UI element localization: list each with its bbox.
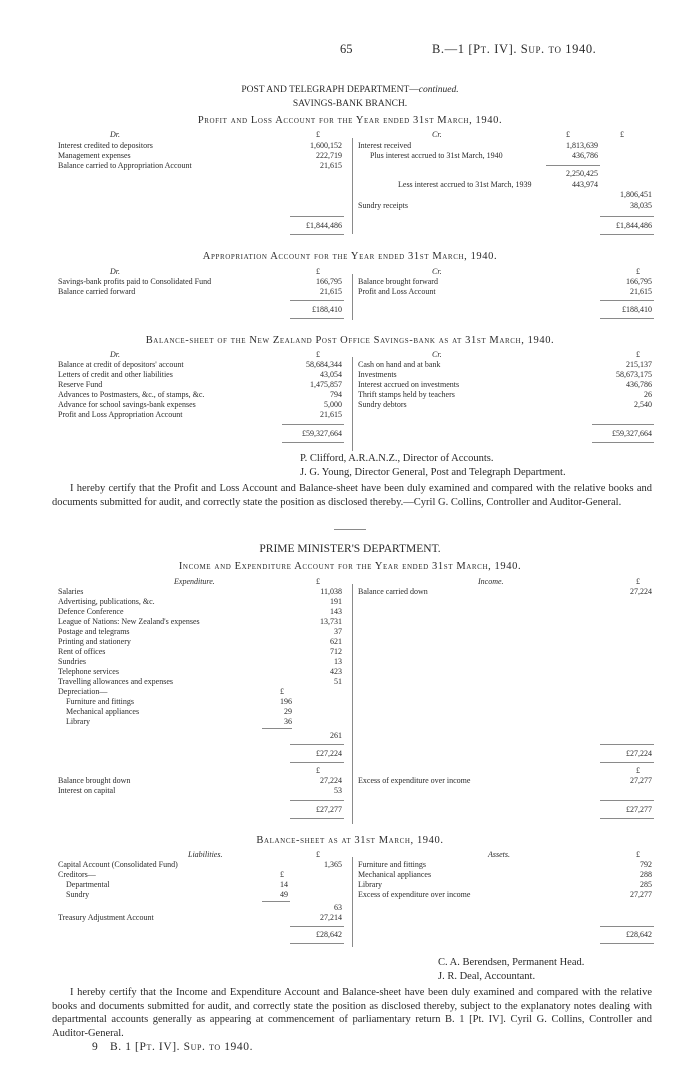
bs2-cred-amount: 49 [280, 890, 288, 899]
ie-item-amount: 13,731 [320, 617, 342, 626]
appr-rule [600, 318, 654, 319]
pl-left-amount: 21,615 [320, 161, 342, 170]
bs1-title: Balance-sheet of the New Zealand Post Office Savings-bank as at 31st March, 1940. [145, 335, 555, 346]
bs2-treasury-label: Treasury Adjustment Account [58, 913, 154, 922]
bs2-liab-head: Liabilities. [188, 850, 223, 859]
bs1-rule [592, 442, 654, 443]
pl-left-amount: 1,600,152 [310, 141, 342, 150]
ie-income-label: Balance carried down [358, 587, 428, 596]
bs2-cred-label: Sundry [66, 890, 90, 899]
pl-rule [600, 234, 654, 235]
pl-left-label: Interest credited to depositors [58, 141, 153, 150]
bs2-left-total: £28,642 [316, 930, 342, 939]
ie-rule [600, 762, 654, 763]
appr-right-label: Profit and Loss Account [358, 287, 436, 296]
appr-rule [290, 318, 344, 319]
ie-total-left-1: £27,224 [316, 749, 342, 758]
pl-net: 1,806,451 [620, 190, 652, 199]
audit-certificate-1-text: I hereby certify that the Profit and Loss Account and Balance-sheet have been duly examined and compared with the relative books and documents submitted for audit, and correctly state the position as disclosed thereby.—Cyril G. Collins, Controller and Auditor-General. [52, 483, 652, 508]
ie-dep-amount: 29 [284, 707, 292, 716]
running-title: B.—1 [Pt. IV]. Sup. to 1940. [432, 42, 597, 56]
appr-left-total: £188,410 [312, 305, 342, 314]
pl-pound-left: £ [316, 130, 320, 139]
bs2-asset-amount: 792 [640, 860, 652, 869]
bs1-right-amount: 58,673,175 [616, 370, 652, 379]
bs1-left-label: Advances to Postmasters, &c., of stamps, &c. [58, 390, 205, 399]
ie-excess-label: Excess of expenditure over income [358, 776, 471, 785]
bs2-asset-label: Furniture and fittings [358, 860, 426, 869]
pl-rule [600, 216, 654, 217]
bs1-left-amount: 58,684,344 [306, 360, 342, 369]
bs1-dr: Dr. [110, 350, 121, 359]
bs2-asset-label: Mechanical appliances [358, 870, 432, 879]
bs2-cred-total: 63 [334, 903, 342, 912]
ie-item-label: Travelling allowances and expenses [58, 677, 174, 686]
ie-bbd-amount: 27,224 [320, 776, 342, 785]
pl-sundry-amt: 38,035 [630, 201, 652, 210]
ie-income-amount: 27,224 [630, 587, 652, 596]
appr-left-amount: 166,795 [316, 277, 342, 286]
appr-dr: Dr. [110, 267, 121, 276]
pl-cr: Cr. [432, 130, 442, 139]
department-title: POST AND TELEGRAPH DEPARTMENT— [241, 85, 419, 95]
ie-item-label: Postage and telegrams [58, 627, 130, 636]
department-title-continued: continued. [418, 85, 459, 95]
pl-pound-right-1: £ [566, 130, 570, 139]
ie-rule [290, 762, 344, 763]
ie-pound-left: £ [316, 577, 320, 586]
bs1-right-label: Interest accrued on investments [358, 380, 460, 389]
ie-depreciation-label: Depreciation— [58, 687, 108, 696]
pl-left-label: Balance carried to Appropriation Account [58, 161, 192, 170]
ie-pound-right: £ [636, 577, 640, 586]
bs1-left-label: Balance at credit of depositors' account [58, 360, 184, 369]
pl-interest-received: Interest received [358, 141, 412, 150]
ie-item-amount: 11,038 [320, 587, 342, 596]
pl-rule [546, 165, 600, 166]
bs1-left-amount: 43,054 [320, 370, 342, 379]
pl-left-total: £1,844,486 [306, 221, 342, 230]
ie-item-amount: 191 [330, 597, 342, 606]
bs2-right-total: £28,642 [626, 930, 652, 939]
ie-divider [352, 584, 353, 776]
bs1-left-total: £59,327,664 [302, 429, 342, 438]
ie-dep-amount: 196 [280, 697, 292, 706]
appr-rule [290, 300, 344, 301]
ie-total-right-2: £27,277 [626, 805, 652, 814]
bs2-divider [352, 857, 353, 947]
signature-accountant: J. R. Deal, Accountant. [438, 971, 536, 982]
branch-subtitle: SAVINGS-BANK BRANCH. [292, 99, 408, 109]
bs2-rule [600, 943, 654, 944]
ie-dep-label: Mechanical appliances [66, 707, 140, 716]
department-heading [0, 84, 700, 96]
ie-item-amount: 143 [330, 607, 342, 616]
bs1-right-amount: 26 [644, 390, 652, 399]
bs2-creditors-label: Creditors— [58, 870, 96, 879]
bs2-asset-amount: 288 [640, 870, 652, 879]
ie-item-label: Advertising, publications, &c. [58, 597, 155, 606]
bs2-title: Balance-sheet as at 31st March, 1940. [256, 835, 444, 846]
pl-rule [290, 234, 344, 235]
bs1-right-label: Thrift stamps held by teachers [358, 390, 455, 399]
page-number: 65 [340, 42, 353, 56]
ie-rule [600, 744, 654, 745]
bs2-asset-label: Excess of expenditure over income [358, 890, 471, 899]
pl-right-total: £1,844,486 [616, 221, 652, 230]
bs2-rule [290, 943, 344, 944]
signature-permanent-head: C. A. Berendsen, Permanent Head. [438, 957, 585, 968]
footer-text: B. 1 [Pt. IV]. Sup. to 1940. [110, 1041, 254, 1053]
bs1-right-total: £59,327,664 [612, 429, 652, 438]
ie-item-label: Sundries [58, 657, 86, 666]
ie-rule [600, 818, 654, 819]
bs2-pound-left: £ [316, 850, 320, 859]
pl-subtotal: 2,250,425 [566, 169, 598, 178]
ie-rule [600, 800, 654, 801]
appr-divider [352, 274, 353, 320]
ie-total-right-1: £27,224 [626, 749, 652, 758]
ie-item-amount: 51 [334, 677, 342, 686]
pl-sundry-label: Sundry receipts [358, 201, 408, 210]
ie-dep-amount: 36 [284, 717, 292, 726]
bs1-left-amount: 5,000 [324, 400, 342, 409]
bs1-rule [592, 424, 654, 425]
bs2-rule [600, 926, 654, 927]
pl-less-amt: 443,974 [572, 180, 598, 189]
appr-left-label: Savings-bank profits paid to Consolidated Fund [58, 277, 212, 286]
bs2-capital-amount: 1,365 [324, 860, 342, 869]
bs2-asset-amount: 27,277 [630, 890, 652, 899]
ie-item-amount: 621 [330, 637, 342, 646]
bs2-cred-label: Departmental [66, 880, 110, 889]
bs2-asset-label: Library [358, 880, 382, 889]
pl-plus-label: Plus interest accrued to 31st March, 1940 [370, 151, 503, 160]
ie-ioc-label: Interest on capital [58, 786, 116, 795]
pl-less-label: Less interest accrued to 31st March, 1939 [398, 180, 532, 189]
bs1-rule [282, 442, 344, 443]
pl-pound-right-2: £ [620, 130, 624, 139]
pl-left-amount: 222,719 [316, 151, 342, 160]
bs1-right-label: Investments [358, 370, 397, 379]
bs1-left-label: Letters of credit and other liabilities [58, 370, 173, 379]
ie-item-label: Rent of offices [58, 647, 106, 656]
bs2-treasury-amount: 27,214 [320, 913, 342, 922]
ie-dep-label: Library [66, 717, 90, 726]
appr-title: Appropriation Account for the Year ended 31st March, 1940. [202, 251, 498, 262]
ie-item-label: Defence Conference [58, 607, 124, 616]
ie-item-label: Printing and stationery [58, 637, 131, 646]
appr-left-label: Balance carried forward [58, 287, 136, 296]
section-separator [334, 529, 366, 530]
ie-item-amount: 37 [334, 627, 342, 636]
appr-right-total: £188,410 [622, 305, 652, 314]
footer-mark: 9 [92, 1041, 98, 1053]
appr-cr: Cr. [432, 267, 442, 276]
appr-pound-right: £ [636, 267, 640, 276]
bs2-pound-right: £ [636, 850, 640, 859]
bs1-left-label: Profit and Loss Appropriation Account [58, 410, 183, 419]
audit-certificate-1 [52, 482, 652, 509]
ie-pound-right-2: £ [636, 766, 640, 775]
signature-director-accounts: P. Clifford, A.R.A.N.Z., Director of Accounts. [300, 453, 494, 464]
audit-certificate-2-text: I hereby certify that the Income and Expenditure Account and Balance-sheet have been duly examined and compared with the relative books and documents submitted for audit, and correctly state the position as disclosed thereby, subject to the explanatory notes dealing with departmental accounts generally as appearing at commencement of parliamentary return B. 1 [Pt. IV]. Cyril G. Collins, Controller and Auditor-General. [52, 987, 652, 1039]
ie-rule [290, 818, 344, 819]
ie-rule [290, 744, 344, 745]
pl-divider [352, 138, 353, 234]
bs2-assets-head: Assets. [488, 850, 510, 859]
appr-rule [600, 300, 654, 301]
ie-pound-left-2: £ [316, 766, 320, 775]
bs1-left-label: Advance for school savings-bank expenses [58, 400, 196, 409]
ie-item-label: Salaries [58, 587, 84, 596]
bs1-pound-right: £ [636, 350, 640, 359]
ie-excess-amount: 27,277 [630, 776, 652, 785]
ie-title: Income and Expenditure Account for the Year ended 31st March, 1940. [178, 561, 522, 572]
ie-exp-head: Expenditure. [174, 577, 215, 586]
bs1-divider [352, 357, 353, 451]
bs1-left-label: Reserve Fund [58, 380, 103, 389]
ie-total-left-2: £27,277 [316, 805, 342, 814]
ie-item-amount: 712 [330, 647, 342, 656]
bs1-rule [282, 424, 344, 425]
ie-ioc-amount: 53 [334, 786, 342, 795]
bs2-cred-pound: £ [280, 870, 284, 879]
bs1-left-amount: 1,475,857 [310, 380, 342, 389]
ie-divider-2 [352, 774, 353, 824]
pl-interest-received-amt: 1,813,639 [566, 141, 598, 150]
bs1-cr: Cr. [432, 350, 442, 359]
bs1-left-amount: 794 [330, 390, 342, 399]
department-2-title: PRIME MINISTER'S DEPARTMENT. [259, 543, 441, 555]
ie-inc-head: Income. [478, 577, 504, 586]
appr-left-amount: 21,615 [320, 287, 342, 296]
bs1-right-label: Cash on hand and at bank [358, 360, 441, 369]
bs2-capital-label: Capital Account (Consolidated Fund) [58, 860, 178, 869]
appr-right-amount: 21,615 [630, 287, 652, 296]
bs1-left-amount: 21,615 [320, 410, 342, 419]
bs1-right-amount: 2,540 [634, 400, 652, 409]
bs2-rule [290, 926, 344, 927]
appr-right-amount: 166,795 [626, 277, 652, 286]
bs1-right-label: Sundry debtors [358, 400, 407, 409]
ie-rule [290, 800, 344, 801]
appr-right-label: Balance brought forward [358, 277, 438, 286]
ie-dep-pound: £ [280, 687, 284, 696]
appr-pound-left: £ [316, 267, 320, 276]
ie-rule [262, 728, 292, 729]
signature-director-general: J. G. Young, Director General, Post and Telegraph Department. [300, 467, 566, 478]
ie-item-label: Telephone services [58, 667, 119, 676]
pl-dr: Dr. [110, 130, 121, 139]
bs2-asset-amount: 285 [640, 880, 652, 889]
pl-title: Profit and Loss Account for the Year ended 31st March, 1940. [197, 115, 503, 126]
pl-plus-amt: 436,786 [572, 151, 598, 160]
ie-dep-label: Furniture and fittings [66, 697, 134, 706]
ie-item-label: League of Nations: New Zealand's expenses [58, 617, 200, 626]
bs2-rule [262, 901, 290, 902]
ie-dep-total: 261 [330, 731, 342, 740]
bs1-pound-left: £ [316, 350, 320, 359]
ie-item-amount: 423 [330, 667, 342, 676]
bs2-cred-amount: 14 [280, 880, 288, 889]
audit-certificate-2 [52, 986, 652, 1040]
ie-bbd-label: Balance brought down [58, 776, 131, 785]
ie-item-amount: 13 [334, 657, 342, 666]
bs1-right-amount: 215,137 [626, 360, 652, 369]
pl-rule [290, 216, 344, 217]
pl-left-label: Management expenses [58, 151, 131, 160]
bs1-right-amount: 436,786 [626, 380, 652, 389]
